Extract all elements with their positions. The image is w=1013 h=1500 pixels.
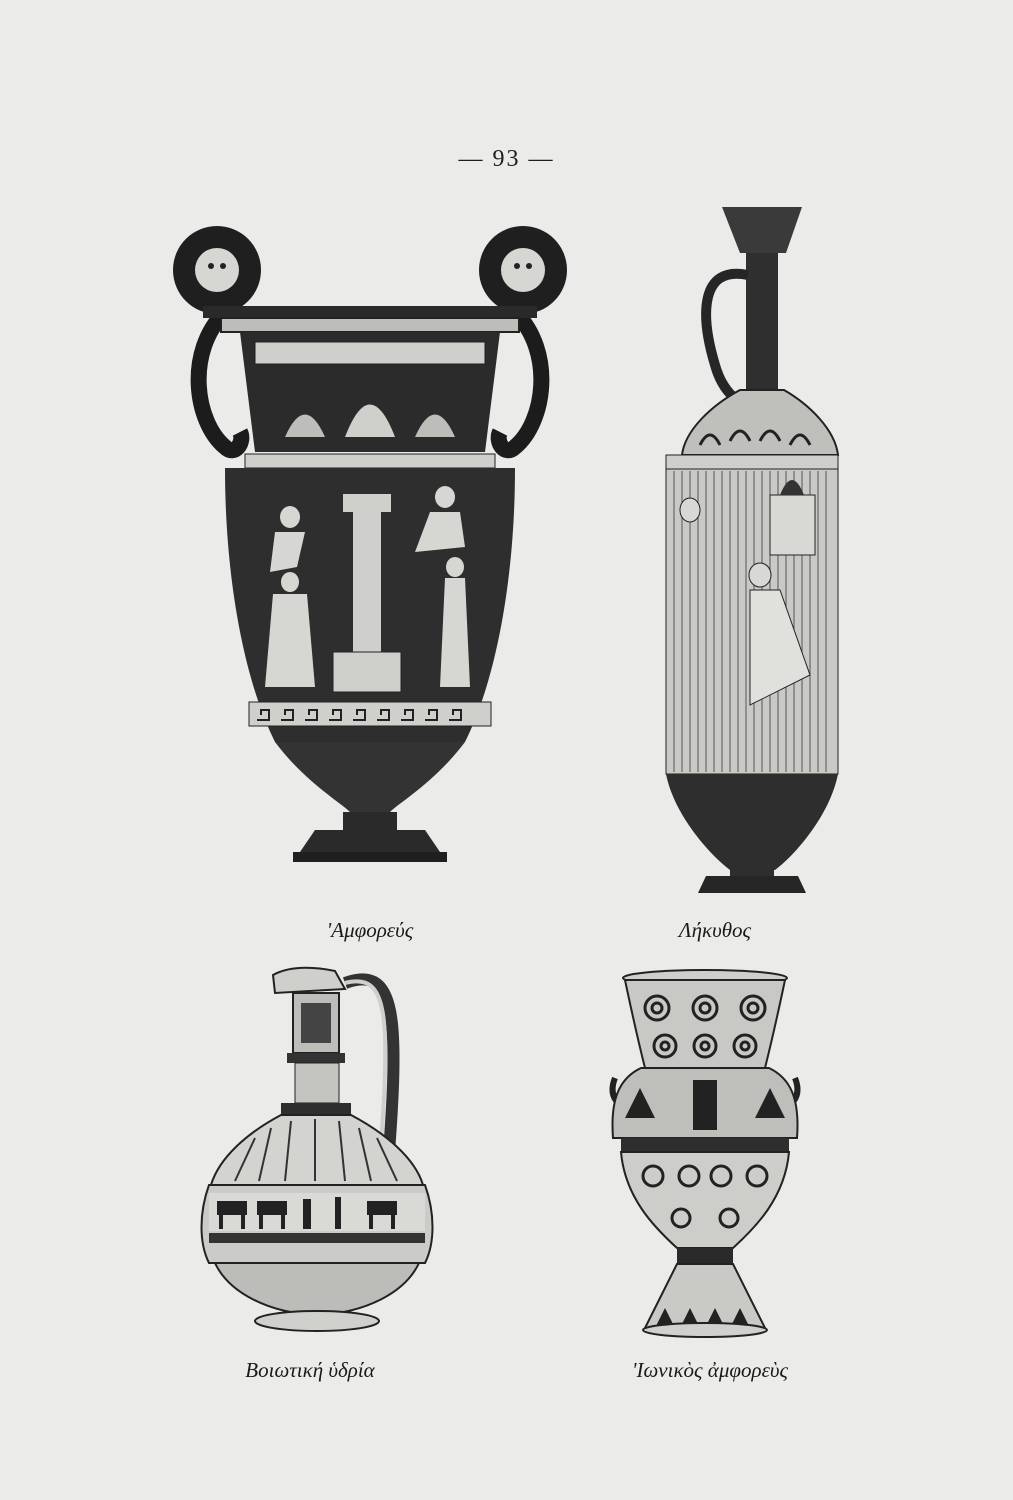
caption-lekythos: Λήκυθος xyxy=(678,918,752,942)
page-number: — 93 — xyxy=(458,146,555,172)
amphora-illustration xyxy=(165,222,575,872)
boeotian-hydria-illustration xyxy=(195,963,440,1338)
ionian-amphora-illustration xyxy=(605,968,805,1353)
caption-amphora: 'Αμφορεύς xyxy=(326,918,414,942)
caption-boeotian-hydria: Βοιωτική ὑδρία xyxy=(245,1358,375,1382)
caption-ionian-amphora: 'Ιωνικὸς ἀμφορεὺς xyxy=(631,1358,788,1382)
lekythos-illustration xyxy=(660,205,850,895)
